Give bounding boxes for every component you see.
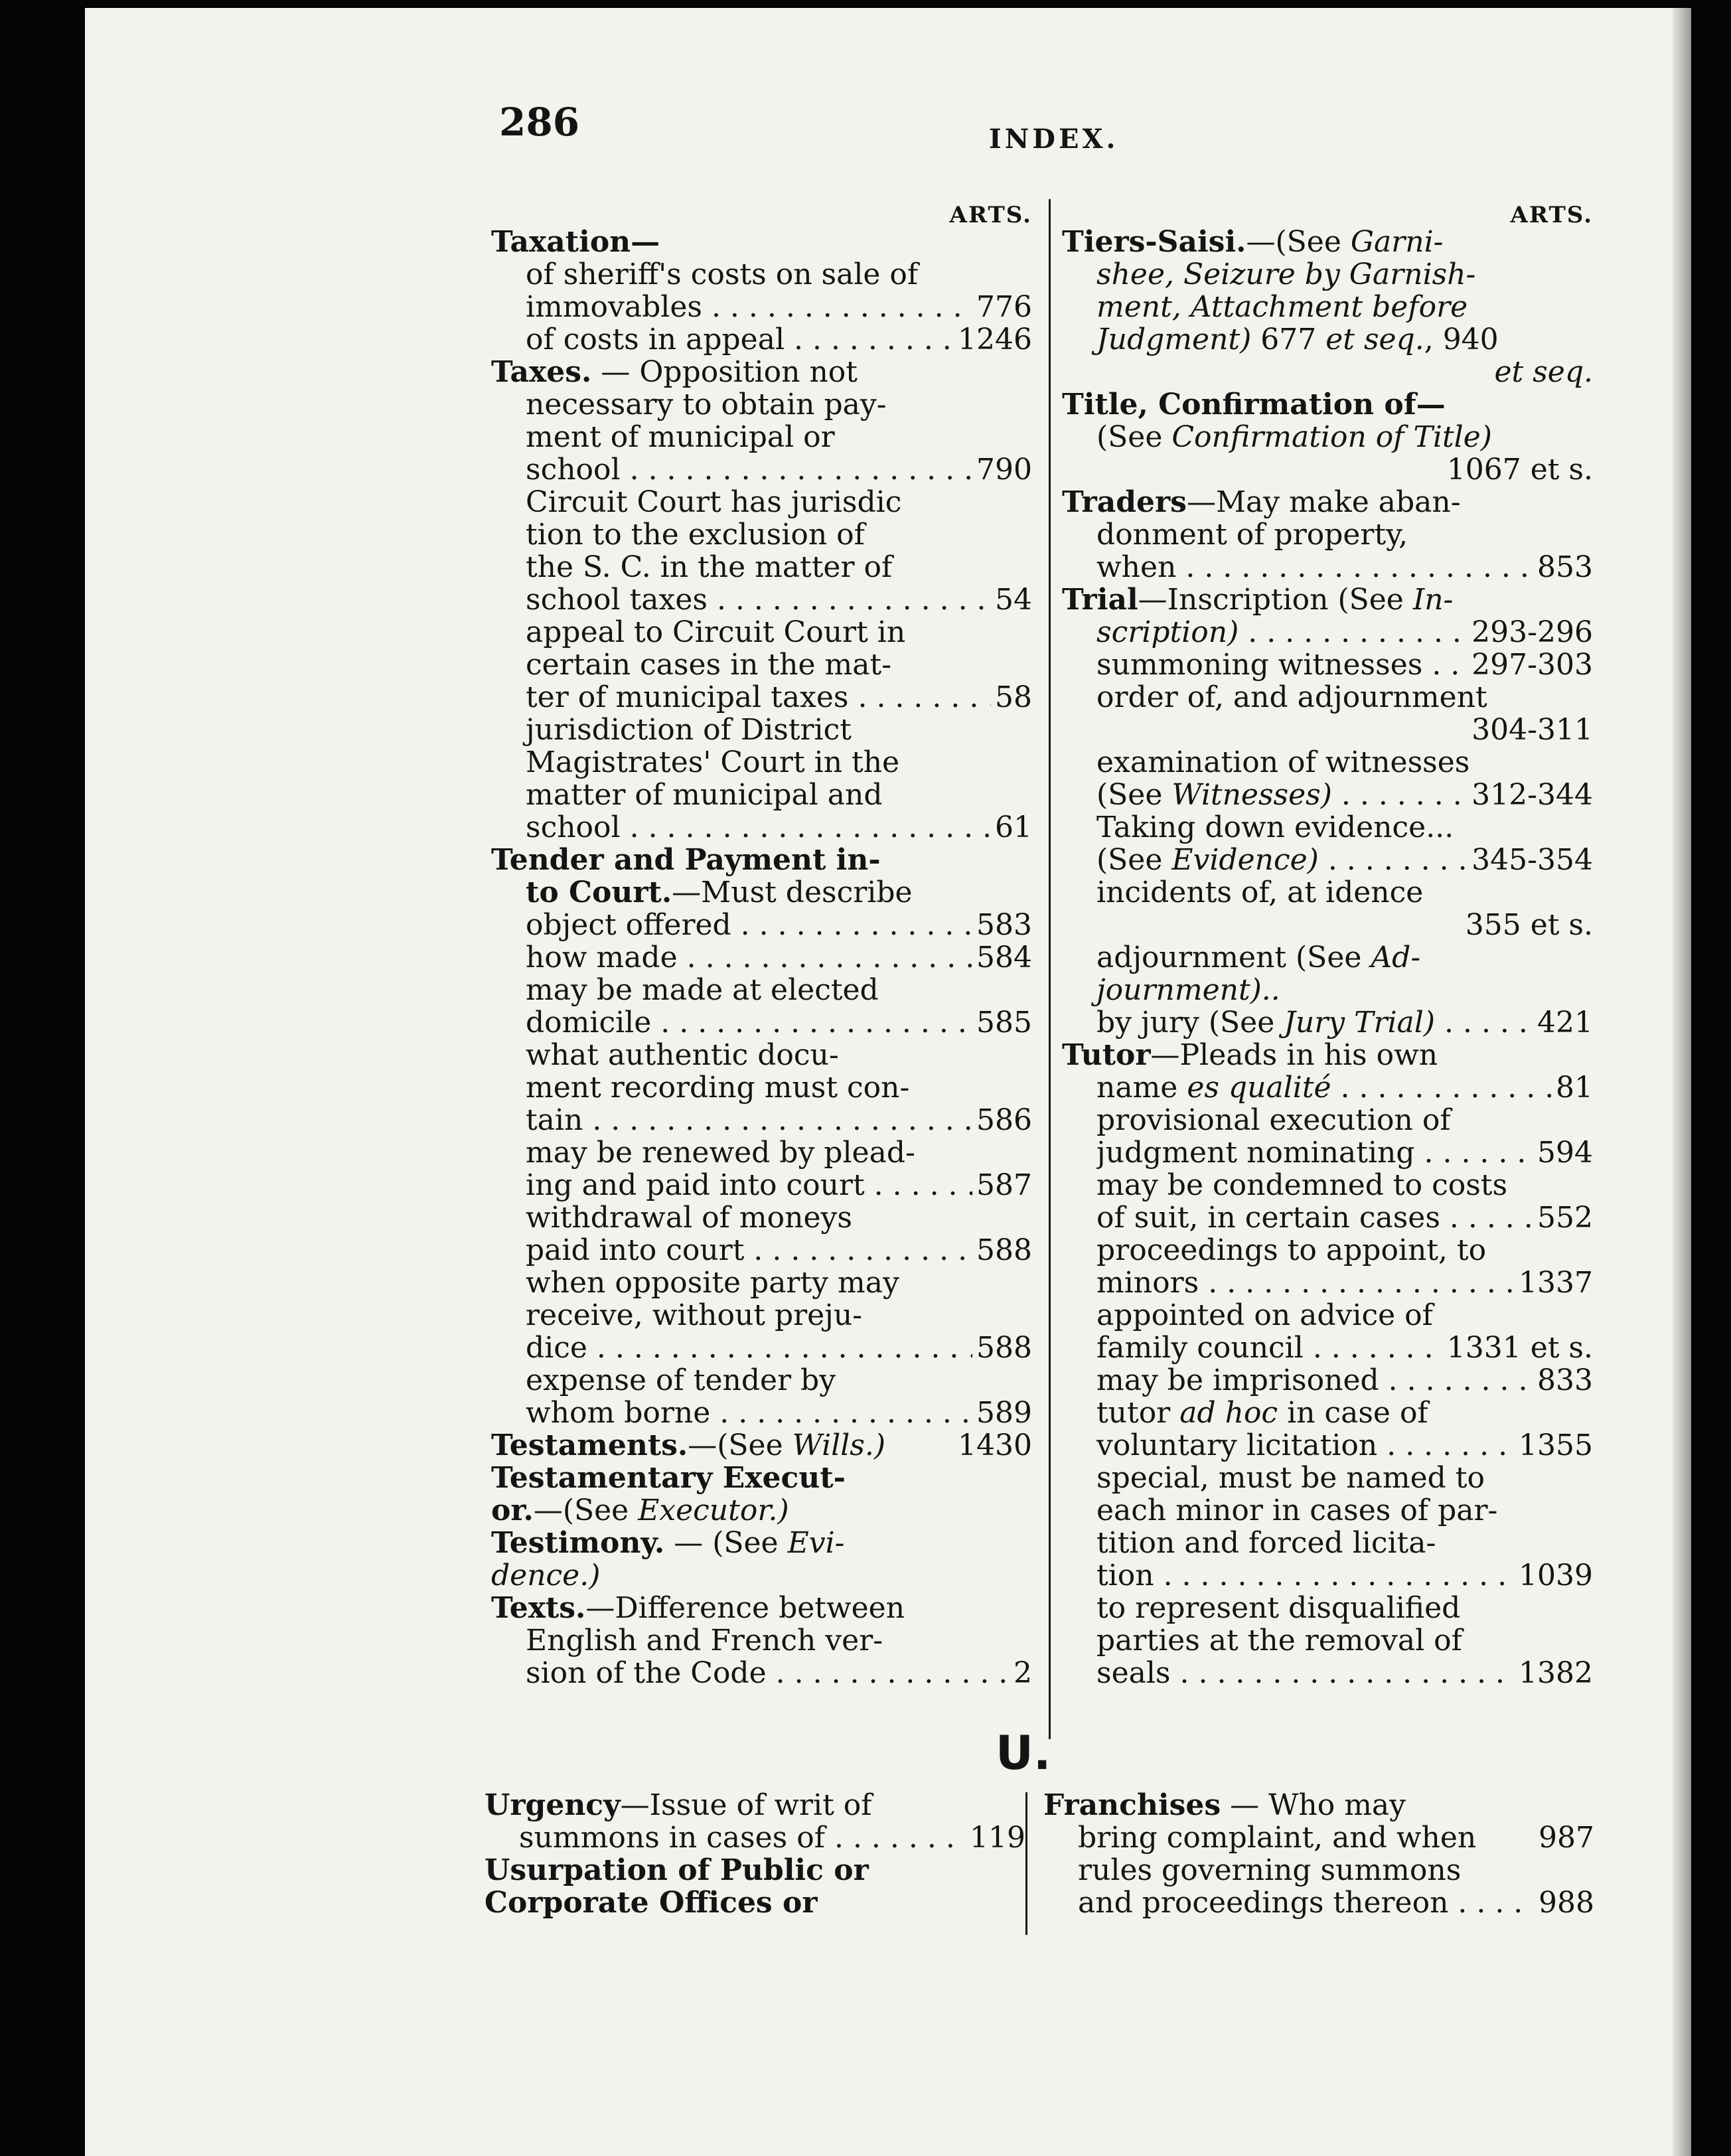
- index-line: receive, without preju-: [526, 1298, 863, 1332]
- index-line: [491, 941, 1032, 974]
- entry-text: [1096, 844, 1468, 876]
- entry-italic-ref: Jury Trial): [1284, 1006, 1436, 1039]
- entry-text-part: tain: [526, 1104, 583, 1136]
- index-line: [1062, 1039, 1593, 1071]
- index-line: proceedings to appoint, to: [1096, 1233, 1487, 1267]
- article-number: 2: [1014, 1656, 1032, 1690]
- article-number: 1039: [1519, 1559, 1593, 1592]
- cross-reference: Ad-: [1371, 941, 1421, 974]
- index-line: [1062, 1397, 1593, 1429]
- index-column-u-left: [485, 1789, 1025, 1919]
- heading-description: —Inscription (See: [1138, 583, 1413, 617]
- index-line: ment recording must con-: [526, 1071, 910, 1105]
- heading-description: —(See: [688, 1428, 792, 1462]
- index-heading: Texts.: [491, 1591, 586, 1625]
- entry-text-part: in case of: [1278, 1396, 1428, 1430]
- heading-description: — (See: [664, 1526, 788, 1560]
- entry-text-part: of suit, in certain cases: [1096, 1201, 1440, 1234]
- index-line: tion to the exclusion of: [526, 518, 865, 552]
- article-number: 987: [1539, 1821, 1594, 1855]
- cross-reference: Judgment): [1096, 323, 1252, 356]
- entry-text: [526, 453, 972, 486]
- index-heading: Tutor: [1062, 1038, 1151, 1072]
- index-line: [1062, 1006, 1593, 1039]
- index-line: order of, and adjournment: [1096, 680, 1487, 714]
- entry-text-part: seals: [1096, 1657, 1171, 1689]
- index-line: [485, 1789, 1025, 1821]
- entry-text-part: summons in cases of: [519, 1821, 825, 1854]
- index-line: [1062, 844, 1593, 876]
- article-number: 584: [976, 941, 1032, 974]
- index-column-right: [1062, 199, 1593, 1689]
- article-number: 119: [970, 1821, 1025, 1855]
- index-line: [491, 1169, 1032, 1201]
- entry-text-part: domicile: [526, 1006, 652, 1039]
- entry-text-part: immovables: [526, 291, 702, 323]
- entry-text: [1062, 583, 1453, 617]
- entry-text-part: when: [1096, 551, 1177, 583]
- article-number: 54: [995, 583, 1032, 617]
- index-line: [491, 323, 1032, 356]
- article-number: , 940: [1424, 323, 1499, 356]
- heading-description: —(See: [1246, 225, 1351, 259]
- entry-text: [491, 1429, 885, 1462]
- index-line: Circuit Court has jurisdic: [526, 485, 902, 519]
- cross-reference: Garni-: [1350, 225, 1444, 259]
- entry-text: [1096, 616, 1468, 649]
- cross-reference: In-: [1412, 583, 1454, 617]
- index-line: special, must be named to: [1096, 1461, 1485, 1495]
- entry-text: [526, 323, 954, 356]
- arts-label: ARTS.: [949, 202, 1032, 228]
- index-line: [485, 1821, 1025, 1854]
- article-number: 585: [976, 1006, 1032, 1040]
- heading-description: — Who may: [1221, 1788, 1406, 1822]
- entry-text: [526, 941, 972, 974]
- index-line: may be condemned to costs: [1096, 1168, 1508, 1202]
- entry-text: [526, 811, 991, 844]
- index-line: [491, 453, 1032, 486]
- entry-text: [1096, 649, 1468, 681]
- entry-text-part: sion of the Code: [526, 1657, 767, 1689]
- index-line: [1062, 649, 1593, 681]
- article-number: 297-303: [1471, 648, 1593, 682]
- entry-text-part: tion: [1096, 1559, 1154, 1592]
- entry-text: [526, 1332, 972, 1364]
- article-number: 589: [976, 1396, 1032, 1430]
- index-heading: Taxes.: [491, 355, 592, 389]
- index-line: incidents of, at idence: [1096, 876, 1424, 909]
- index-line: ment, Attachment before: [1096, 290, 1468, 324]
- index-line: 1067 et s.: [1446, 453, 1593, 487]
- entry-text-part: school: [526, 453, 621, 486]
- entry-text: [1078, 1887, 1535, 1919]
- article-number: 421: [1537, 1006, 1593, 1040]
- index-line: [1062, 941, 1593, 974]
- index-line: examination of witnesses: [1096, 745, 1470, 779]
- index-line: 304-311: [1471, 713, 1593, 747]
- entry-text: [1096, 1071, 1552, 1104]
- index-line: provisional execution of: [1096, 1103, 1451, 1137]
- heading-description: — Opposition not: [591, 355, 858, 389]
- article-number: 293-296: [1471, 615, 1593, 649]
- entry-text-part: school taxes: [526, 583, 708, 616]
- page-gutter-shadow: [1673, 8, 1691, 2156]
- entry-text-part: (See: [1096, 779, 1172, 811]
- heading-description: —May make aban-: [1186, 485, 1461, 519]
- heading-description: —(See: [533, 1494, 639, 1527]
- index-line: tition and forced licita-: [1096, 1526, 1436, 1560]
- index-line: may be made at elected: [526, 973, 879, 1007]
- heading-description: —Difference between: [585, 1591, 905, 1625]
- article-number: 776: [976, 290, 1032, 324]
- index-line: [491, 1234, 1032, 1267]
- entry-text: [1096, 779, 1468, 811]
- article-number: 594: [1537, 1136, 1593, 1170]
- entry-text: [526, 1006, 972, 1039]
- index-line: [1062, 616, 1593, 649]
- index-line: [491, 909, 1032, 941]
- cross-reference: ad hoc: [1179, 1396, 1278, 1430]
- index-heading: or.: [491, 1494, 534, 1527]
- entry-text: [526, 1397, 972, 1429]
- index-line: parties at the removal of: [1096, 1624, 1462, 1657]
- entry-text-part: of costs in appeal: [526, 323, 785, 356]
- heading-description: —Issue of writ of: [620, 1788, 872, 1822]
- article-number: 61: [995, 810, 1032, 844]
- index-line: [1043, 1821, 1594, 1854]
- index-heading: Testaments.: [491, 1428, 688, 1462]
- entry-text: [1096, 1657, 1515, 1689]
- entry-text: [1096, 1559, 1515, 1592]
- entry-text-part: ing and paid into court: [526, 1169, 865, 1201]
- index-line: when opposite party may: [526, 1266, 899, 1300]
- index-line: [1062, 1332, 1593, 1364]
- index-line: [1043, 1789, 1594, 1821]
- entry-text: [1096, 1364, 1533, 1397]
- index-line: [1062, 1201, 1593, 1234]
- index-line: matter of municipal and: [526, 778, 883, 812]
- index-heading: Urgency: [485, 1788, 621, 1822]
- entry-text-part: how made: [526, 941, 678, 974]
- index-line: [491, 1006, 1032, 1039]
- entry-text-part: family council: [1096, 1332, 1304, 1364]
- article-number: 1331 et s.: [1446, 1331, 1593, 1365]
- article-number: 312-344: [1471, 778, 1593, 812]
- index-line: Magistrates' Court in the: [526, 745, 900, 779]
- entry-text-part: dice: [526, 1332, 587, 1364]
- index-line: rules governing summons: [1078, 1853, 1462, 1887]
- entry-text-part: object offered: [526, 909, 731, 941]
- arts-label: ARTS.: [1510, 202, 1593, 228]
- index-line: [1062, 1429, 1593, 1462]
- index-line: [491, 1657, 1032, 1689]
- article-number: 583: [976, 908, 1032, 942]
- entry-italic-ref: es qualité: [1187, 1071, 1331, 1104]
- index-line: [1062, 1364, 1593, 1397]
- entry-text-part: whom borne: [526, 1397, 711, 1429]
- index-line: the S. C. in the matter of: [526, 550, 893, 584]
- index-line: et seq.: [1494, 355, 1593, 389]
- cross-reference: et seq.: [1325, 323, 1424, 356]
- article-number: 81: [1556, 1071, 1593, 1105]
- article-number: 58: [995, 680, 1032, 714]
- column-divider-u: [1025, 1792, 1027, 1935]
- article-number: 587: [976, 1168, 1032, 1202]
- index-line: dence.): [491, 1559, 601, 1592]
- entry-text-part: (See: [1096, 420, 1172, 454]
- index-heading: Trial: [1062, 583, 1138, 617]
- index-heading: Tender and Payment in-: [491, 843, 881, 877]
- index-line: [1062, 1136, 1593, 1169]
- index-line: [1062, 323, 1593, 356]
- entry-text-part: and proceedings thereon: [1078, 1887, 1449, 1919]
- index-line: English and French ver-: [526, 1624, 883, 1657]
- cross-reference: Wills.): [792, 1428, 886, 1462]
- entry-text-part: summoning witnesses: [1096, 649, 1423, 681]
- entry-text-part: adjournment (See: [1096, 941, 1371, 974]
- entry-text-part: minors: [1096, 1267, 1199, 1299]
- article-number: 833: [1537, 1363, 1593, 1397]
- entry-text: [1096, 1006, 1533, 1039]
- index-heading: Testimony.: [491, 1526, 665, 1560]
- entry-italic-ref: Witnesses): [1171, 779, 1332, 811]
- entry-text: [1096, 1136, 1533, 1169]
- article-number: 677: [1251, 323, 1326, 356]
- article-number: 588: [976, 1233, 1032, 1267]
- index-column-left: [491, 199, 1032, 1689]
- entry-text-part: may be imprisoned: [1096, 1364, 1379, 1397]
- entry-text: [526, 1657, 1010, 1689]
- entry-text-part: judgment nominating: [1096, 1136, 1415, 1169]
- index-line: [1062, 1559, 1593, 1592]
- index-heading: to Court.: [526, 876, 672, 909]
- index-line: shee, Seizure by Garnish-: [1096, 258, 1476, 291]
- entry-text-part: scription): [1096, 616, 1239, 649]
- index-heading: Tiers-Saisi.: [1062, 225, 1246, 259]
- index-line: [491, 1527, 1032, 1559]
- index-line: Taking down evidence...: [1096, 810, 1454, 844]
- index-line: expense of tender by: [526, 1363, 836, 1397]
- entry-text-part: voluntary licitation: [1096, 1429, 1378, 1462]
- index-line: certain cases in the mat-: [526, 648, 892, 682]
- index-line: [1062, 583, 1593, 616]
- index-heading: Taxation—: [491, 225, 660, 259]
- index-line: [491, 681, 1032, 714]
- index-column-u-right: [1043, 1789, 1594, 1919]
- index-line: [491, 811, 1032, 844]
- entry-text: [1096, 1201, 1533, 1234]
- section-letter: U.: [996, 1726, 1051, 1780]
- entry-text-part: ter of municipal taxes: [526, 681, 849, 714]
- entry-text: [1096, 1267, 1515, 1299]
- heading-description: —Pleads in his own: [1150, 1038, 1438, 1072]
- cross-reference: Evi-: [787, 1526, 845, 1560]
- index-line: what authentic docu-: [526, 1038, 839, 1072]
- index-line: [491, 583, 1032, 616]
- article-number: 588: [976, 1331, 1032, 1365]
- article-number: 1337: [1519, 1266, 1593, 1300]
- index-line: jurisdiction of District: [526, 713, 852, 747]
- entry-text: [526, 1104, 972, 1136]
- cross-reference: Confirmation of Title): [1171, 420, 1492, 454]
- index-line: [491, 291, 1032, 323]
- entry-text: [526, 291, 972, 323]
- index-line: [491, 876, 1032, 909]
- index-line: [1062, 1267, 1593, 1299]
- index-heading: Traders: [1062, 485, 1187, 519]
- index-heading: Usurpation of Public or: [485, 1853, 869, 1887]
- article-number: 1355: [1519, 1428, 1593, 1462]
- index-line: donment of property,: [1096, 518, 1408, 552]
- entry-text: [1096, 551, 1533, 583]
- index-line: [1062, 1071, 1593, 1104]
- index-line: [1062, 779, 1593, 811]
- entry-text: [1062, 225, 1444, 259]
- entry-text-part: (See: [1096, 844, 1172, 876]
- index-line: to represent disqualified: [1096, 1591, 1461, 1625]
- page-number: 286: [499, 100, 580, 145]
- index-line: [1062, 1657, 1593, 1689]
- index-line: [491, 356, 1032, 388]
- article-number: 853: [1537, 550, 1593, 584]
- column-divider: [1049, 199, 1051, 1739]
- entry-text: [526, 681, 991, 714]
- article-number: 345-354: [1471, 843, 1593, 877]
- entry-text-part: paid into court: [526, 1234, 745, 1267]
- index-heading: Testamentary Execut-: [491, 1461, 846, 1495]
- article-number: 1382: [1519, 1656, 1593, 1690]
- index-line: [491, 1429, 1032, 1462]
- entry-text-part: by jury (See: [1096, 1006, 1284, 1039]
- index-line: [1062, 226, 1593, 258]
- index-line: [1062, 551, 1593, 583]
- article-number: 790: [976, 453, 1032, 487]
- entry-text: [526, 909, 972, 941]
- article-number: 586: [976, 1103, 1032, 1137]
- index-line: [1043, 1887, 1594, 1919]
- index-heading: Franchises: [1043, 1788, 1221, 1822]
- index-line: [1062, 486, 1593, 518]
- entry-text: [526, 583, 991, 616]
- index-line: [491, 1332, 1032, 1364]
- cross-reference: Executor.): [638, 1494, 789, 1527]
- article-number: 552: [1537, 1201, 1593, 1235]
- index-heading: Title, Confirmation of—: [1062, 388, 1446, 422]
- index-line: appointed on advice of: [1096, 1298, 1433, 1332]
- index-line: [491, 1494, 1032, 1527]
- entry-text: [1096, 1332, 1443, 1364]
- entry-text: [526, 1234, 972, 1267]
- article-number: 1430: [958, 1428, 1032, 1462]
- index-line: may be renewed by plead-: [526, 1136, 915, 1170]
- entry-text-part: tutor: [1096, 1396, 1180, 1430]
- index-line: of sheriff's costs on sale of: [526, 258, 919, 291]
- heading-description: —Must describe: [672, 876, 913, 909]
- entry-text: [1096, 1429, 1515, 1462]
- entry-text: [491, 1526, 845, 1560]
- index-line: [491, 1397, 1032, 1429]
- index-line: [491, 1592, 1032, 1624]
- index-line: 355 et s.: [1465, 908, 1593, 942]
- index-line: appeal to Circuit Court in: [526, 615, 906, 649]
- index-line: [491, 1104, 1032, 1136]
- entry-text-part: bring complaint, and when: [1078, 1821, 1477, 1855]
- entry-text: [526, 1169, 972, 1201]
- entry-italic-ref: Evidence): [1171, 844, 1319, 876]
- entry-text: [1078, 1821, 1476, 1854]
- index-line: ment of municipal or: [526, 420, 835, 454]
- entry-text: [519, 1821, 966, 1854]
- entry-text-part: name: [1096, 1071, 1187, 1104]
- article-number: 1246: [958, 323, 1032, 356]
- index-line: withdrawal of moneys: [526, 1201, 852, 1235]
- page-title: INDEX.: [989, 123, 1119, 155]
- article-number: 988: [1539, 1886, 1594, 1920]
- entry-text-part: school: [526, 811, 621, 844]
- index-line: each minor in cases of par-: [1096, 1494, 1498, 1527]
- index-line: [1062, 421, 1593, 453]
- entry-text: [491, 1494, 789, 1527]
- index-line: journment)..: [1096, 973, 1280, 1007]
- index-line: necessary to obtain pay-: [526, 388, 887, 422]
- index-heading: Corporate Offices or: [485, 1886, 818, 1920]
